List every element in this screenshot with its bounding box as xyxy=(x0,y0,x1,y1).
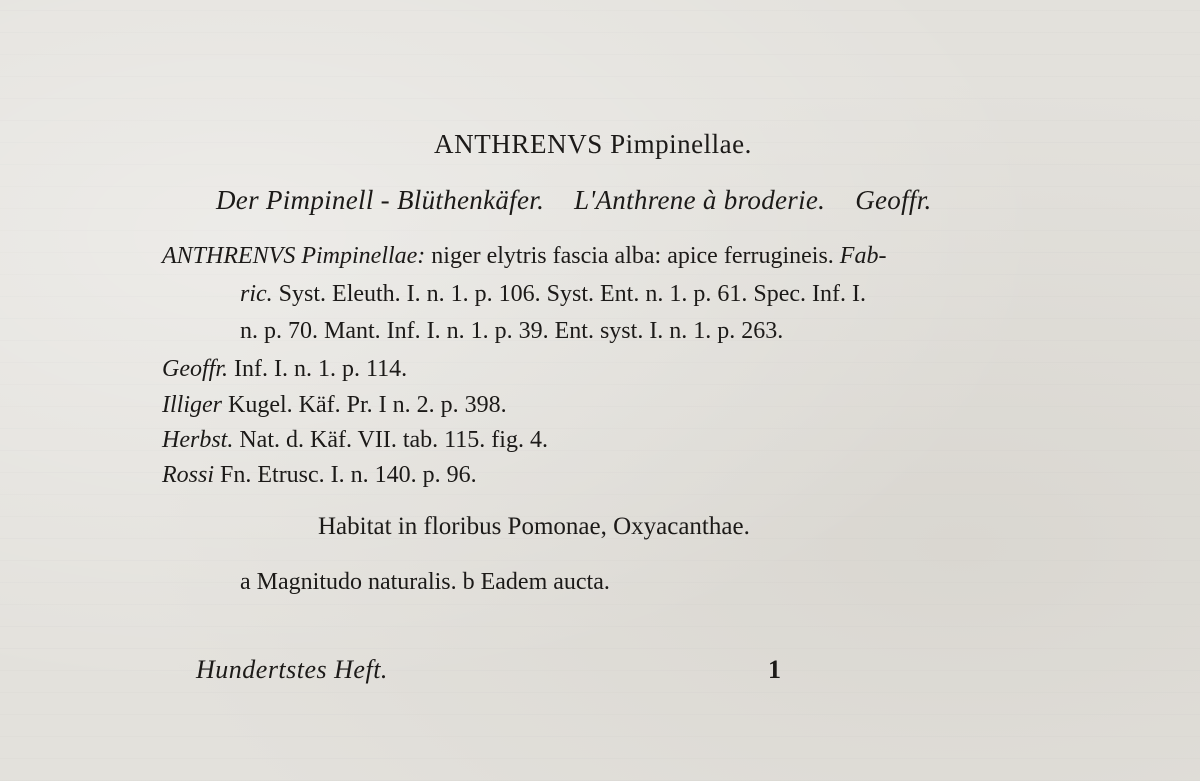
reference-author: Geoffr. xyxy=(162,356,228,382)
french-name: L'Anthrene à broderie. xyxy=(574,185,826,215)
synonymy-line-2 xyxy=(240,280,866,308)
habitat-text: Habitat in floribus Pomonae, Oxyacanthae. xyxy=(318,513,750,540)
synonymy-author-part1: Fab- xyxy=(839,243,887,269)
reference-author: Herbst. xyxy=(162,427,234,453)
reference-citation: Kugel. Käf. Pr. I n. 2. p. 398. xyxy=(228,392,507,418)
reference-author: Illiger xyxy=(162,392,222,418)
reference-line xyxy=(162,391,507,419)
reference-citation: Nat. d. Käf. VII. tab. 115. fig. 4. xyxy=(239,427,548,453)
reference-line xyxy=(162,355,407,383)
synonymy-taxon: ANTHRENVS Pimpinellae: xyxy=(162,243,426,269)
genus-name: ANTHRENVS xyxy=(434,129,603,159)
synonymy-diagnosis: niger elytris fascia alba: apice ferrugineis. xyxy=(431,243,834,269)
reference-line xyxy=(162,461,477,489)
name-author: Geoffr. xyxy=(855,185,932,215)
reference-citation: Inf. I. n. 1. p. 114. xyxy=(234,356,408,382)
signature-mark: 1 xyxy=(768,655,781,684)
synonymy-line-3 xyxy=(240,317,783,345)
synonymy-citations-1: Syst. Eleuth. I. n. 1. p. 106. Syst. Ent. n. 1. p. 61. Spec. Inf. I. xyxy=(278,281,866,307)
reference-citation: Fn. Etrusc. I. n. 140. p. 96. xyxy=(220,462,477,488)
vernacular-names xyxy=(216,186,932,214)
synonymy-citations-2: n. p. 70. Mant. Inf. I. n. 1. p. 39. Ent. syst. I. n. 1. p. 263. xyxy=(240,318,784,344)
issue-footer: Hundertstes Heft. xyxy=(196,655,388,684)
reference-line xyxy=(162,426,548,454)
german-name: Der Pimpinell - Blüthenkäfer. xyxy=(216,185,545,215)
magnitude-caption: a Magnitudo naturalis. b Eadem aucta. xyxy=(240,569,610,595)
page-title xyxy=(434,130,752,158)
species-name: Pimpinellae. xyxy=(610,129,752,159)
reference-author: Rossi xyxy=(162,462,215,488)
synonymy-author-part2: ric. xyxy=(240,281,273,307)
synonymy-line-1 xyxy=(162,242,886,270)
